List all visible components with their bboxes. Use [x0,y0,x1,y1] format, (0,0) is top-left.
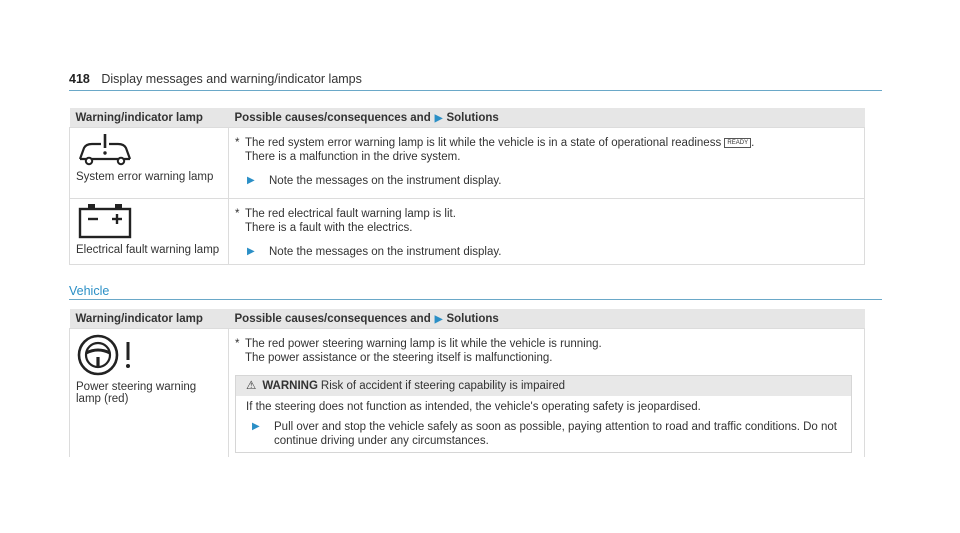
cause-bullet [235,337,858,365]
solutions-header-text: Solutions [446,312,499,325]
cause-cell [229,199,865,265]
lamp-label: Electrical fault warning lamp [76,244,220,256]
ready-indicator-icon: READY [724,138,751,148]
action-arrow-icon: ▶ [247,175,255,186]
solution-item [247,245,858,259]
cause-text: The red system error warning lamp is lit while the vehicle is in a state of operational readiness [245,137,722,149]
cause-text: The red power steering warning lamp is lit while the vehicle is running. [245,338,602,350]
header-rule [69,90,882,91]
table-row [70,128,865,199]
table-row [70,329,865,458]
warning-box [235,375,852,453]
cause-cell [229,329,865,458]
page-number: 418 [69,72,90,86]
asterisk-icon: * [235,338,240,350]
table-row [70,199,865,265]
cause-text: The red electrical fault warning lamp is lit. [245,208,456,220]
col-lamp-header: Warning/indicator lamp [70,108,229,128]
causes-header-text: Possible causes/consequences and [234,312,431,325]
solution-text: Note the messages on the instrument display. [269,175,502,187]
lamp-label: Power steering warning [76,381,197,393]
causes-header-text: Possible causes/consequences and [234,111,431,124]
solution-text: Note the messages on the instrument display. [269,246,502,258]
page-header [69,72,362,86]
action-arrow-icon: ▶ [247,246,255,257]
solutions-header-text: Solutions [446,111,499,124]
col-causes-header [229,309,865,329]
section-title: Vehicle [69,284,110,298]
cause-text-2: There is a fault with the electrics. [245,222,413,234]
table-header-row [70,309,865,329]
cause-bullet [235,207,858,235]
cause-text-2: There is a malfunction in the drive system. [245,151,461,163]
asterisk-icon: * [235,137,240,149]
warning-body [236,396,851,452]
lamp-cell [70,199,229,265]
arrow-right-icon: ▶ [434,112,443,124]
warning-action-text: Pull over and stop the vehicle safely as soon as possible, paying attention to road and traffic conditions. Do not [274,421,837,433]
lamp-label: System error warning lamp [76,171,214,183]
lamp-label-2: lamp (red) [76,393,129,405]
cause-bullet: * The red system error warning lamp is lit while the vehicle is in a state of operational readiness READY . There is a malfunction in the drive system. [235,137,755,163]
battery-icon [76,203,134,239]
warning-action [252,420,841,448]
asterisk-icon: * [235,208,240,220]
lamp-table-vehicle [69,309,865,457]
page-title: Display messages and warning/indicator lamps [101,72,362,86]
action-arrow-icon: ▶ [252,421,260,432]
lamp-table-top [69,108,865,265]
warning-title: Risk of accident if steering capability is impaired [320,380,566,392]
cause-text-2: The power assistance or the steering itself is malfunctioning. [245,352,553,364]
table-header-row [70,108,865,128]
system-error-car-icon [76,132,134,166]
section-rule [69,299,882,300]
col-lamp-header: Warning/indicator lamp [70,309,229,329]
solution-item [247,174,858,188]
arrow-right-icon: ▶ [434,313,443,325]
lamp-cell [70,329,229,458]
warning-action-text-2: continue driving under any circumstances. [274,435,489,447]
warning-word: WARNING [262,380,318,392]
col-causes-header [229,108,865,128]
lamp-cell [70,128,229,199]
warning-triangle-icon: ⚠ [246,380,257,392]
warning-header [236,376,851,396]
cause-cell [229,128,865,199]
warning-text: If the steering does not function as intended, the vehicle's operating safety is jeopardised. [246,401,701,413]
power-steering-icon [76,333,136,377]
